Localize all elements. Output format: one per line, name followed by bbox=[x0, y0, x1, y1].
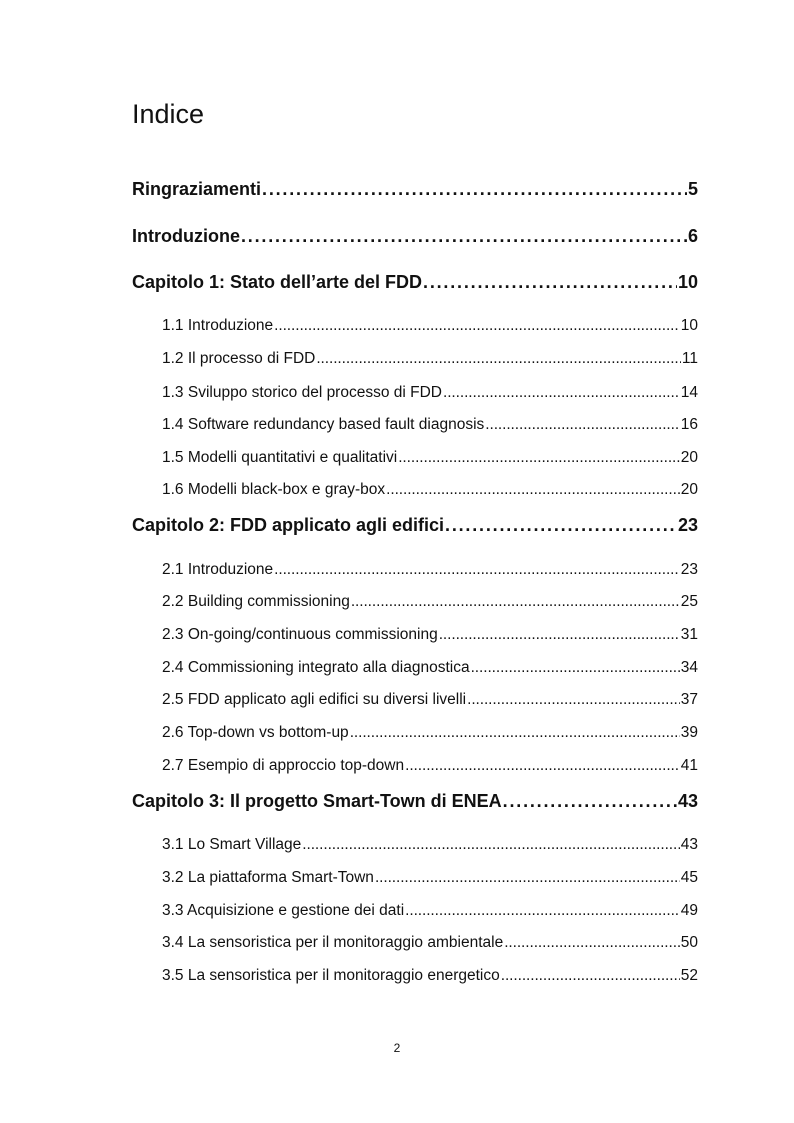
toc-entry-page: 43 bbox=[680, 836, 698, 853]
toc-entry-label: Introduzione bbox=[132, 226, 240, 246]
toc-entry-2-1[interactable] bbox=[162, 561, 698, 579]
toc-entry-introduzione[interactable] bbox=[132, 226, 698, 247]
toc-entry-page: 31 bbox=[680, 626, 698, 643]
toc-entry-label: 1.2 Il processo di FDD bbox=[162, 350, 316, 367]
dot-leader bbox=[504, 934, 680, 952]
dot-leader bbox=[274, 561, 680, 579]
toc-entry-page: 49 bbox=[680, 902, 698, 919]
toc-entry-1-2[interactable] bbox=[162, 350, 698, 368]
toc-entry-page: 23 bbox=[680, 561, 698, 578]
dot-leader bbox=[405, 757, 680, 775]
toc-entry-label: Capitolo 1: Stato dell’arte del FDD bbox=[132, 272, 423, 292]
toc-entry-label: 2.3 On-going/continuous commissioning bbox=[162, 626, 438, 643]
toc-entry-page: 34 bbox=[680, 659, 698, 676]
dot-leader bbox=[501, 967, 680, 985]
toc-entry-label: 3.3 Acquisizione e gestione dei dati bbox=[162, 902, 405, 919]
dot-leader bbox=[423, 272, 677, 293]
toc-entry-label: 2.1 Introduzione bbox=[162, 561, 274, 578]
toc-entry-page: 20 bbox=[680, 481, 698, 498]
toc-entry-label: 3.4 La sensoristica per il monitoraggio ambientale bbox=[162, 934, 504, 951]
toc-entry-label: 2.7 Esempio di approccio top-down bbox=[162, 757, 405, 774]
toc-entry-label: Ringraziamenti bbox=[132, 179, 262, 199]
toc-entry-page: 25 bbox=[680, 593, 698, 610]
toc-entry-2-7[interactable] bbox=[162, 757, 698, 775]
dot-leader bbox=[439, 626, 680, 644]
toc-entry-label: 3.1 Lo Smart Village bbox=[162, 836, 302, 853]
toc-entry-3-4[interactable] bbox=[162, 934, 698, 952]
toc-entry-capitolo-1[interactable] bbox=[132, 272, 698, 293]
dot-leader bbox=[241, 226, 687, 247]
dot-leader bbox=[443, 384, 680, 402]
toc-entry-label: Capitolo 2: FDD applicato agli edifici bbox=[132, 515, 445, 535]
toc-entry-page: 50 bbox=[680, 934, 698, 951]
toc-entry-label: 1.3 Sviluppo storico del processo di FDD bbox=[162, 384, 442, 401]
dot-leader bbox=[405, 902, 680, 920]
toc-entry-capitolo-2[interactable] bbox=[132, 515, 698, 536]
toc-entry-page: 52 bbox=[680, 967, 698, 984]
toc-entry-3-3[interactable] bbox=[162, 902, 698, 920]
dot-leader bbox=[262, 179, 687, 200]
toc-entry-capitolo-3[interactable] bbox=[132, 791, 698, 812]
toc-entry-label: 2.2 Building commissioning bbox=[162, 593, 350, 610]
toc-entry-2-3[interactable] bbox=[162, 626, 698, 644]
dot-leader bbox=[350, 724, 680, 742]
toc-entry-3-1[interactable] bbox=[162, 836, 698, 854]
toc-entry-1-4[interactable] bbox=[162, 416, 698, 434]
toc-entry-label: 1.1 Introduzione bbox=[162, 317, 274, 334]
toc-entry-2-4[interactable] bbox=[162, 659, 698, 677]
toc-entry-2-5[interactable] bbox=[162, 691, 698, 709]
toc-entry-page: 6 bbox=[687, 226, 698, 246]
toc-entry-page: 41 bbox=[680, 757, 698, 774]
dot-leader bbox=[375, 869, 680, 887]
toc-entry-ringraziamenti[interactable] bbox=[132, 179, 698, 200]
toc-entry-1-5[interactable] bbox=[162, 449, 698, 467]
page-title: Indice bbox=[132, 99, 205, 129]
toc-entry-label: 3.2 La piattaforma Smart-Town bbox=[162, 869, 374, 886]
toc-entry-page: 37 bbox=[680, 691, 698, 708]
dot-leader bbox=[398, 449, 680, 467]
toc-entry-1-1[interactable] bbox=[162, 317, 698, 335]
toc-entry-label: 2.4 Commissioning integrato alla diagnostica bbox=[162, 659, 470, 676]
toc-entry-page: 45 bbox=[680, 869, 698, 886]
page-number: 2 bbox=[393, 1041, 401, 1055]
toc-entry-1-3[interactable] bbox=[162, 384, 698, 402]
dot-leader bbox=[316, 350, 681, 368]
toc-entry-page: 43 bbox=[677, 791, 698, 811]
toc-entry-2-6[interactable] bbox=[162, 724, 698, 742]
toc-entry-1-6[interactable] bbox=[162, 481, 698, 499]
toc-entry-page: 5 bbox=[687, 179, 698, 199]
dot-leader bbox=[471, 659, 680, 677]
toc-entry-page: 14 bbox=[680, 384, 698, 401]
dot-leader bbox=[485, 416, 679, 434]
toc-entry-label: Capitolo 3: Il progetto Smart-Town di ENEA bbox=[132, 791, 502, 811]
dot-leader bbox=[386, 481, 680, 499]
toc-entry-label: 2.6 Top-down vs bottom-up bbox=[162, 724, 349, 741]
dot-leader bbox=[351, 593, 680, 611]
toc-entry-2-2[interactable] bbox=[162, 593, 698, 611]
toc-entry-label: 3.5 La sensoristica per il monitoraggio energetico bbox=[162, 967, 500, 984]
toc-entry-label: 1.5 Modelli quantitativi e qualitativi bbox=[162, 449, 398, 466]
dot-leader bbox=[503, 791, 677, 812]
toc-entry-page: 39 bbox=[680, 724, 698, 741]
toc-entry-page: 20 bbox=[680, 449, 698, 466]
toc-entry-page: 10 bbox=[677, 272, 698, 292]
toc-entry-label: 1.4 Software redundancy based fault diagnosis bbox=[162, 416, 485, 433]
toc-entry-3-5[interactable] bbox=[162, 967, 698, 985]
dot-leader bbox=[445, 515, 677, 536]
dot-leader bbox=[467, 691, 680, 709]
dot-leader bbox=[274, 317, 680, 335]
toc-entry-label: 2.5 FDD applicato agli edifici su diversi livelli bbox=[162, 691, 467, 708]
toc-entry-page: 16 bbox=[680, 416, 698, 433]
dot-leader bbox=[302, 836, 679, 854]
toc-entry-page: 11 bbox=[681, 350, 698, 367]
toc-entry-label: 1.6 Modelli black-box e gray-box bbox=[162, 481, 386, 498]
toc-entry-3-2[interactable] bbox=[162, 869, 698, 887]
toc-entry-page: 23 bbox=[677, 515, 698, 535]
toc-entry-page: 10 bbox=[680, 317, 698, 334]
